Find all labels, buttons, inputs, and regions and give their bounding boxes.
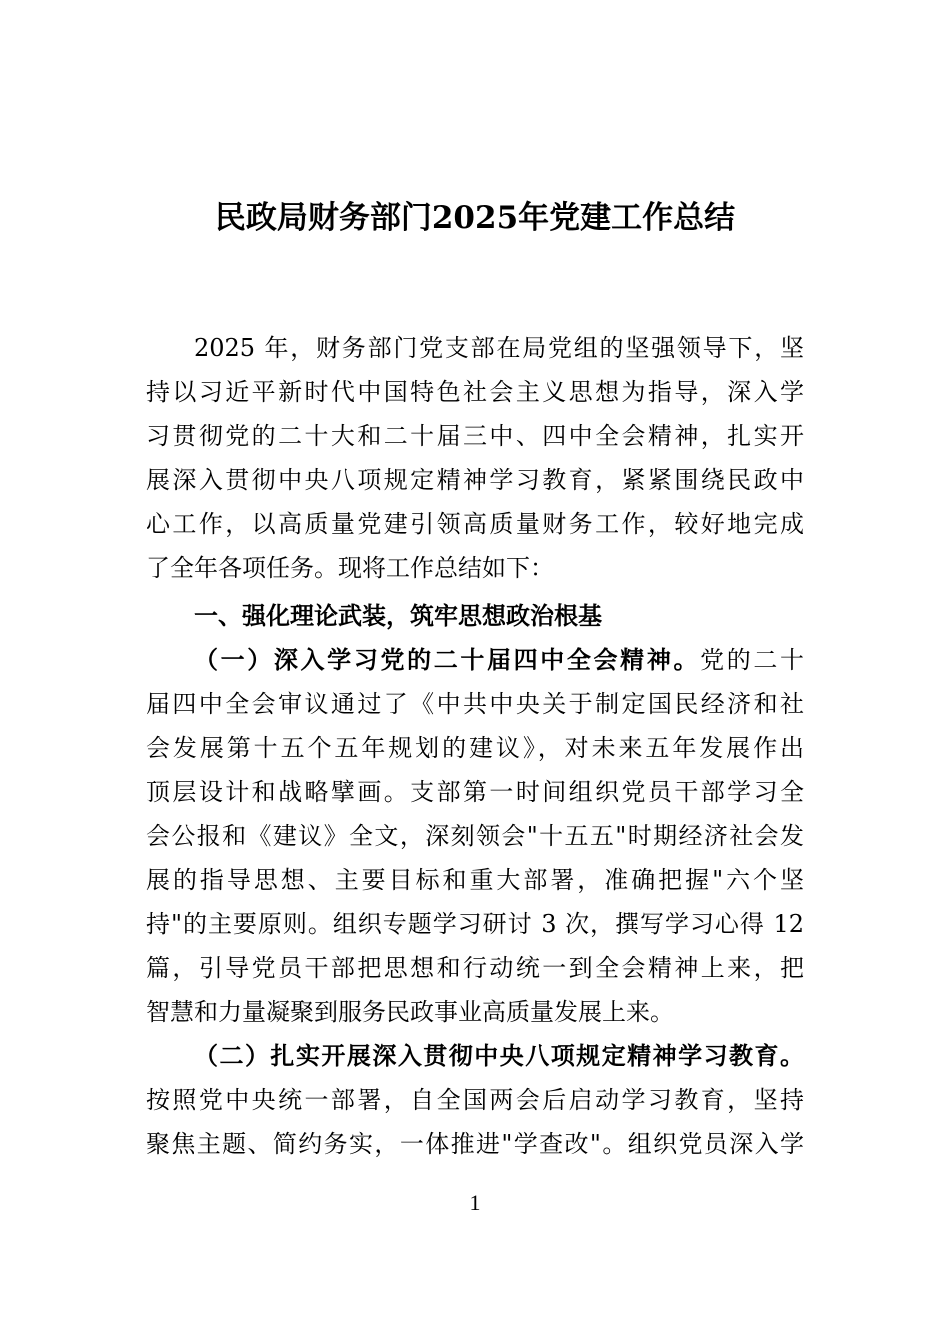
intro-line-2: 持以习近平新时代中国特色社会主义思想为指导，深入学 xyxy=(146,378,804,406)
subsection-1-lead: （一）深入学习党的二十届四中全会精神。 xyxy=(194,645,701,674)
intro-line-6: 了全年各项任务。现将工作总结如下： xyxy=(146,554,554,582)
subsection-2-lead: （二）扎实开展深入贯彻中央八项规定精神学习教育。 xyxy=(194,1041,804,1070)
intro-line-4: 展深入贯彻中央八项规定精神学习教育，紧紧围绕民政中 xyxy=(146,466,804,494)
intro-line-1: 2025 年，财务部门党支部在局党组的坚强领导下，坚 xyxy=(194,334,804,362)
subsection-1-line: 顶层设计和战略擘画。支部第一时间组织党员干部学习全 xyxy=(146,778,804,806)
subsection-1-line: 展的指导思想、主要目标和重大部署，准确把握"六个坚 xyxy=(146,866,804,894)
intro-line-3: 习贯彻党的二十大和二十届三中、四中全会精神，扎实开 xyxy=(146,422,804,450)
subsection-1-lead-rest: 党的二十 xyxy=(700,646,805,674)
intro-line-5: 心工作，以高质量党建引领高质量财务工作，较好地完成 xyxy=(146,510,804,538)
page-number: 1 xyxy=(469,1190,481,1215)
subsection-2-first-line xyxy=(194,1038,804,1074)
subsection-1-line: 会发展第十五个五年规划的建议》，对未来五年发展作出 xyxy=(146,734,804,762)
subsection-2-line: 按照党中央统一部署，自全国两会后启动学习教育，坚持 xyxy=(146,1086,804,1114)
subsection-1-line: 会公报和《建议》全文，深刻领会"十五五"时期经济社会发 xyxy=(146,822,804,850)
subsection-2-line: 聚焦主题、简约务实，一体推进"学查改"。组织党员深入学 xyxy=(146,1130,804,1158)
document-title: 民政局财务部门2025年党建工作总结 xyxy=(214,200,736,236)
subsection-1-line: 篇，引导党员干部把思想和行动统一到全会精神上来，把 xyxy=(146,954,804,982)
section-1-heading: 一、强化理论武装，筑牢思想政治根基 xyxy=(194,602,602,630)
subsection-1-first-line xyxy=(194,642,804,678)
subsection-1-line: 届四中全会审议通过了《中共中央关于制定国民经济和社 xyxy=(146,690,804,718)
subsection-1-line: 持"的主要原则。组织专题学习研讨 3 次，撰写学习心得 12 xyxy=(146,910,804,938)
subsection-1-line: 智慧和力量凝聚到服务民政事业高质量发展上来。 xyxy=(146,998,674,1026)
